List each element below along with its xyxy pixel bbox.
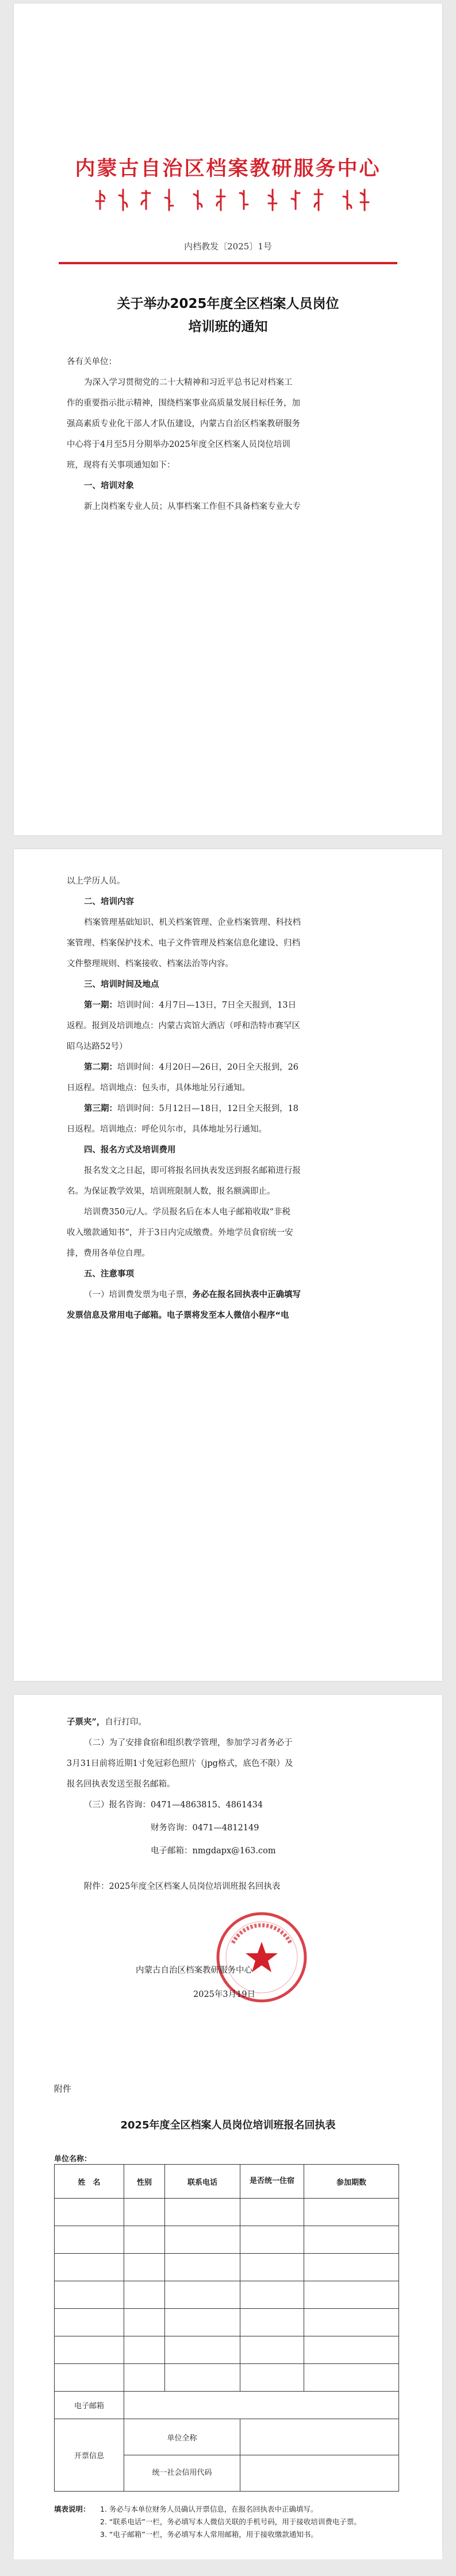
section-4-line: 排，费用各单位自理。 (67, 1249, 150, 1258)
intro-line: 强高素质专业化干部人才队伍建设，内蒙古自治区档案教研服务 (67, 419, 300, 429)
section-5-item-1-tail: 自行打印。 (105, 1718, 147, 1727)
session-2 (84, 1057, 406, 1078)
email-label: 电子邮箱： (151, 1846, 193, 1856)
section-5-item-1-emphasis: 务必在报名回执表中正确填写 (192, 1290, 301, 1299)
invoice-code-label: 统一社会信用代码 (124, 2455, 240, 2492)
registration-phone-label: （三）报名咨询： (84, 1800, 151, 1810)
document-page-2 (14, 849, 442, 1681)
session-3-line: 日返程。培训地点：呼伦贝尔市，具体地址另行通知。 (67, 1125, 267, 1134)
finance-phone (151, 1818, 456, 1838)
note-item: 1. 务必与本单位财务人员确认开票信息，在报名回执表中正确填写。 (100, 2505, 318, 2513)
col-gender: 性别 (124, 2165, 165, 2199)
table-row[interactable] (55, 2254, 399, 2281)
session-1-label: 第一期： (84, 1001, 117, 1010)
invoice-unit-input[interactable] (240, 2419, 399, 2455)
notes-title: 填表说明： (54, 2505, 90, 2513)
signature-date: 2025年3月19日 (193, 1990, 256, 1999)
section-2-line: 档案管理基础知识、机关档案管理、企业档案管理、科技档 (84, 918, 301, 927)
email-value: nmgdapx@163.com (192, 1846, 276, 1856)
note-item: 3. “电子邮箱”一栏，务必填写本人常用邮箱，用于接收缴款通知书。 (100, 2530, 318, 2539)
section-5-item-1-emphasis-line: 发票信息及常用电子邮箱。电子票将发至本人微信小程序“电 (67, 1311, 289, 1320)
attachment-note: 附件：2025年度全区档案人员岗位培训班报名回执表 (84, 1882, 281, 1891)
section-5-item-2-line: 报名回执表发送至报名邮箱。 (67, 1780, 175, 1789)
registration-form-table (54, 2164, 399, 2492)
finance-phone-value: 0471—4812149 (192, 1823, 259, 1833)
section-5-item-2-line: （二）为了安排食宿和组织教学管理，参加学习者务必于 (84, 1738, 293, 1748)
email-row-input[interactable] (124, 2392, 399, 2419)
session-3 (84, 1098, 406, 1119)
intro-line: 班，现将有关事项通知如下： (67, 461, 175, 470)
document-page-1 (14, 3, 442, 835)
red-header-line (59, 262, 397, 264)
email-row-label: 电子邮箱 (55, 2392, 124, 2419)
registration-phone (84, 1795, 406, 1815)
invoice-row-unit (55, 2419, 399, 2455)
table-row[interactable] (55, 2226, 399, 2254)
section-1-text-cont: 以上学历人员。 (67, 877, 125, 886)
intro-line: 为深入学习贯彻党的二十大精神和习近平总书记对档案工 (84, 378, 293, 387)
section-2-title: 二、培训内容 (84, 897, 134, 907)
notes-list (100, 2503, 399, 2541)
section-4-line: 培训费350元/人。学员报名后在本人电子邮箱收取“非税 (84, 1208, 290, 1217)
col-phone: 联系电话 (165, 2165, 240, 2199)
session-2-time: 培训时间：4月20日—26日，20日全天报到，26 (117, 1063, 299, 1072)
table-row[interactable] (55, 2281, 399, 2309)
invoice-label: 开票信息 (55, 2419, 124, 2492)
finance-phone-label: 财务咨询： (151, 1823, 193, 1833)
section-3-title: 三、培训时间及地点 (84, 980, 159, 989)
table-row[interactable] (55, 2309, 399, 2336)
annex-label: 附件 (54, 2084, 72, 2094)
org-name-mongolian-script (14, 186, 442, 213)
session-1-line: 昭乌达路52号） (67, 1042, 128, 1051)
section-5-item-1-emphasis-end: 子票夹”， (67, 1717, 105, 1727)
col-name: 姓 名 (55, 2165, 124, 2199)
addressee: 各有关单位： (67, 357, 117, 367)
intro-line: 作的重要指示批示精神，围绕档案事业高质量发展目标任务，加 (67, 399, 300, 408)
email (151, 1841, 456, 1861)
session-2-line: 日返程。培训地点：包头市，具体地址另行通知。 (67, 1083, 250, 1093)
table-row[interactable] (55, 2199, 399, 2226)
table-row[interactable] (55, 2336, 399, 2364)
note-item: 2. “联系电话”一栏，务必填写本人微信关联的手机号码，用于接收培训费电子票。 (100, 2517, 361, 2526)
section-1-title: 一、培训对象 (84, 481, 134, 491)
invoice-unit-label: 单位全称 (124, 2419, 240, 2455)
section-2-line: 文件整理规则、档案接收、档案法治等内容。 (67, 959, 233, 969)
unit-name-label: 单位名称： (54, 2155, 92, 2164)
table-row[interactable] (55, 2364, 399, 2392)
form-title: 2025年度全区档案人员岗位培训班报名回执表 (120, 2119, 336, 2131)
intro-line: 中心将于4月至5月分期举办2025年度全区档案人员岗位培训 (67, 440, 290, 449)
annex-page (14, 2042, 442, 2559)
section-5-item-1-cont (67, 1712, 389, 1733)
col-session: 参加期数 (304, 2165, 399, 2199)
section-5-item-1 (84, 1285, 406, 1305)
signature-org: 内蒙古自治区档案教研服务中心 (136, 1966, 252, 1975)
document-number: 内档教发〔2025〕1号 (184, 241, 272, 252)
notice-title-line1: 关于举办2025年度全区档案人员岗位 (117, 296, 339, 311)
section-5-item-2-line: 3月31日前将近期1寸免冠彩色照片（jpg格式，底色不限）及 (67, 1759, 293, 1768)
email-row (55, 2392, 399, 2419)
session-1 (84, 995, 406, 1016)
session-2-label: 第二期： (84, 1063, 117, 1072)
section-4-line: 名。为保证教学效果，培训班限制人数，报名额满即止。 (67, 1187, 275, 1196)
session-3-time: 培训时间：5月12日—18日，12日全天报到，18 (117, 1104, 299, 1113)
session-1-time: 培训时间：4月7日—13日，7日全天报到，13日 (117, 1001, 297, 1010)
section-4-line: 报名发文之日起，即可将报名回执表发送到报名邮箱进行报 (84, 1166, 301, 1175)
section-5-title: 五、注意事项 (84, 1270, 134, 1279)
col-lodging: 是否统一住宿 (240, 2165, 304, 2199)
session-1-line: 返程。报到及培训地点：内蒙古宾馆大酒店（呼和浩特市赛罕区 (67, 1021, 300, 1031)
section-2-line: 案管理、档案保护技术、电子文件管理及档案信息化建设、归档 (67, 939, 300, 948)
registration-phone-value: 0471—4863815、4861434 (151, 1800, 263, 1810)
table-header-row (55, 2165, 399, 2199)
org-name-chinese: 内蒙古自治区档案教研服务中心 (75, 157, 381, 180)
invoice-code-input[interactable] (240, 2455, 399, 2492)
section-4-title: 四、报名方式及培训费用 (84, 1146, 176, 1155)
notice-title-line2: 培训班的通知 (188, 319, 268, 334)
session-3-label: 第三期： (84, 1104, 117, 1113)
section-4-line: 收入缴款通知书”，并于3日内完成缴费。外地学员食宿统一安 (67, 1228, 293, 1237)
section-5-item-1-lead: （一）培训费发票为电子票， (84, 1290, 193, 1299)
section-1-text: 新上岗档案专业人员；从事档案工作但不具备档案专业大专 (84, 502, 301, 511)
